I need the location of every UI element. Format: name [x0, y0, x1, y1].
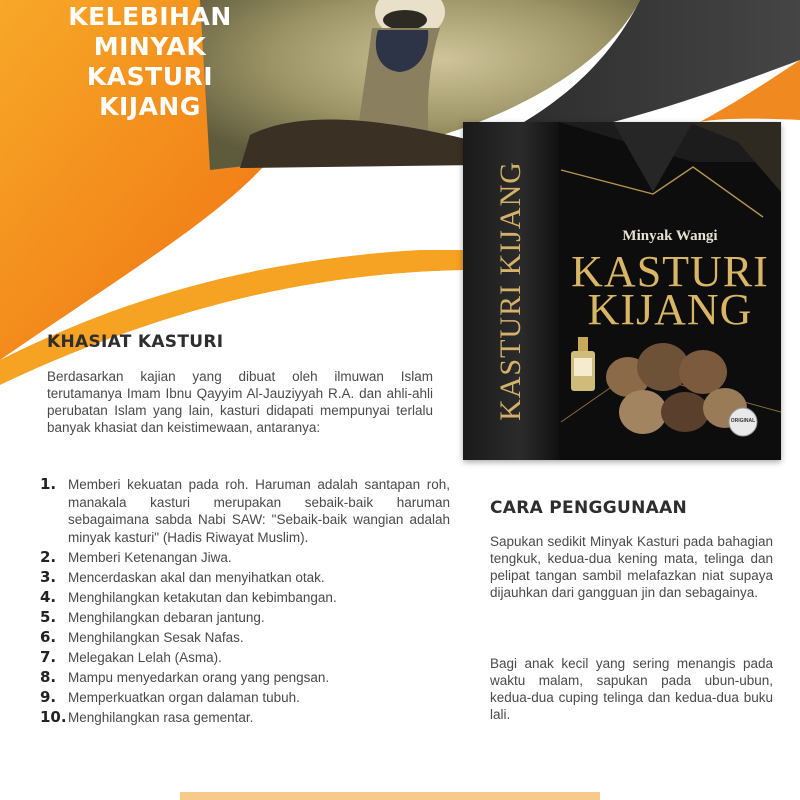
original-badge-text: ORIGINAL — [730, 418, 756, 424]
list-item — [40, 476, 450, 546]
list-text: Menghilangkan ketakutan dan kebimbangan. — [68, 589, 337, 605]
list-item — [40, 649, 450, 667]
list-text: Memperkuatkan organ dalaman tubuh. — [68, 690, 300, 706]
list-text: Menghilangkan rasa gementar. — [68, 710, 254, 726]
title-line: MINYAK — [93, 32, 207, 61]
musk-pods-icon — [606, 343, 747, 434]
product-box-image — [463, 122, 781, 460]
list-item — [40, 629, 450, 647]
product-spine-text: KASTURI KIJANG — [494, 161, 527, 421]
list-number: 3. — [40, 567, 57, 586]
list-number: 6. — [40, 627, 57, 646]
cara-para-2: Bagi anak kecil yang sering menangis pada waktu malam, sapukan pada ubun-ubun, kedua-dua cuping telinga dan kedua-dua buku lali. — [490, 656, 773, 722]
khasiat-list — [40, 476, 450, 729]
title-line: KELEBIHAN — [68, 2, 232, 31]
list-text: Memberi Ketenangan Jiwa. — [68, 549, 232, 565]
list-number: 5. — [40, 607, 57, 626]
list-text: Mampu menyedarkan orang yang pengsan. — [68, 670, 330, 686]
list-text: Memberi kekuatan pada roh. Haruman adalah santapan roh, manakala kasturi merupakan sebaik-baik haruman sebagaimana sabda Nabi SAW: "Sebaik-baik wangian adalah minyak kasturi" (Hadis Riwayat Muslim). — [68, 477, 450, 545]
cara-para-1: Sapukan sedikit Minyak Kasturi pada bahagian tengkuk, kedua-dua kening mata, telinga dan pelipat tangan sambil melafazkan niat supaya dijauhkan dari gangguan jin dan sebagainya. — [490, 534, 773, 600]
list-text: Menghilangkan debaran jantung. — [68, 609, 265, 625]
product-brand-line1: KASTURI — [571, 247, 769, 296]
list-text: Menghilangkan Sesak Nafas. — [68, 629, 244, 645]
list-number: 8. — [40, 668, 57, 687]
list-number: 10. — [40, 708, 67, 727]
product-brand-line2: KIJANG — [587, 285, 753, 334]
khasiat-intro: Berdasarkan kajian yang dibuat oleh ilmuwan Islam terutamanya Imam Ibnu Qayyim Al-Jauziyyah R.A. dan ahli-ahli perubatan Islam yang lain, kasturi didapati mempunyai terlalu banyak khasiat dan keistimewaan, antaranya: — [47, 369, 433, 435]
cara-title: CARA PENGGUNAAN — [490, 498, 688, 518]
list-item — [40, 569, 450, 587]
title-line: KASTURI — [86, 62, 214, 91]
list-number: 9. — [40, 688, 57, 707]
list-number: 4. — [40, 587, 57, 606]
list-item — [40, 709, 450, 727]
title-line: KIJANG — [99, 92, 201, 121]
list-item — [40, 589, 450, 607]
khasiat-title: KHASIAT KASTURI — [47, 332, 224, 352]
page-title — [40, 2, 260, 122]
list-number: 2. — [40, 547, 57, 566]
list-item — [40, 609, 450, 627]
perfume-bottle-icon — [571, 337, 595, 391]
list-number: 7. — [40, 648, 57, 667]
list-text: Mencerdaskan akal dan menyihatkan otak. — [68, 569, 325, 585]
list-item — [40, 669, 450, 687]
product-subtitle: Minyak Wangi — [622, 228, 718, 244]
list-item — [40, 689, 450, 707]
list-text: Melegakan Lelah (Asma). — [68, 650, 222, 666]
list-number: 1. — [40, 475, 57, 493]
list-item — [40, 549, 450, 567]
